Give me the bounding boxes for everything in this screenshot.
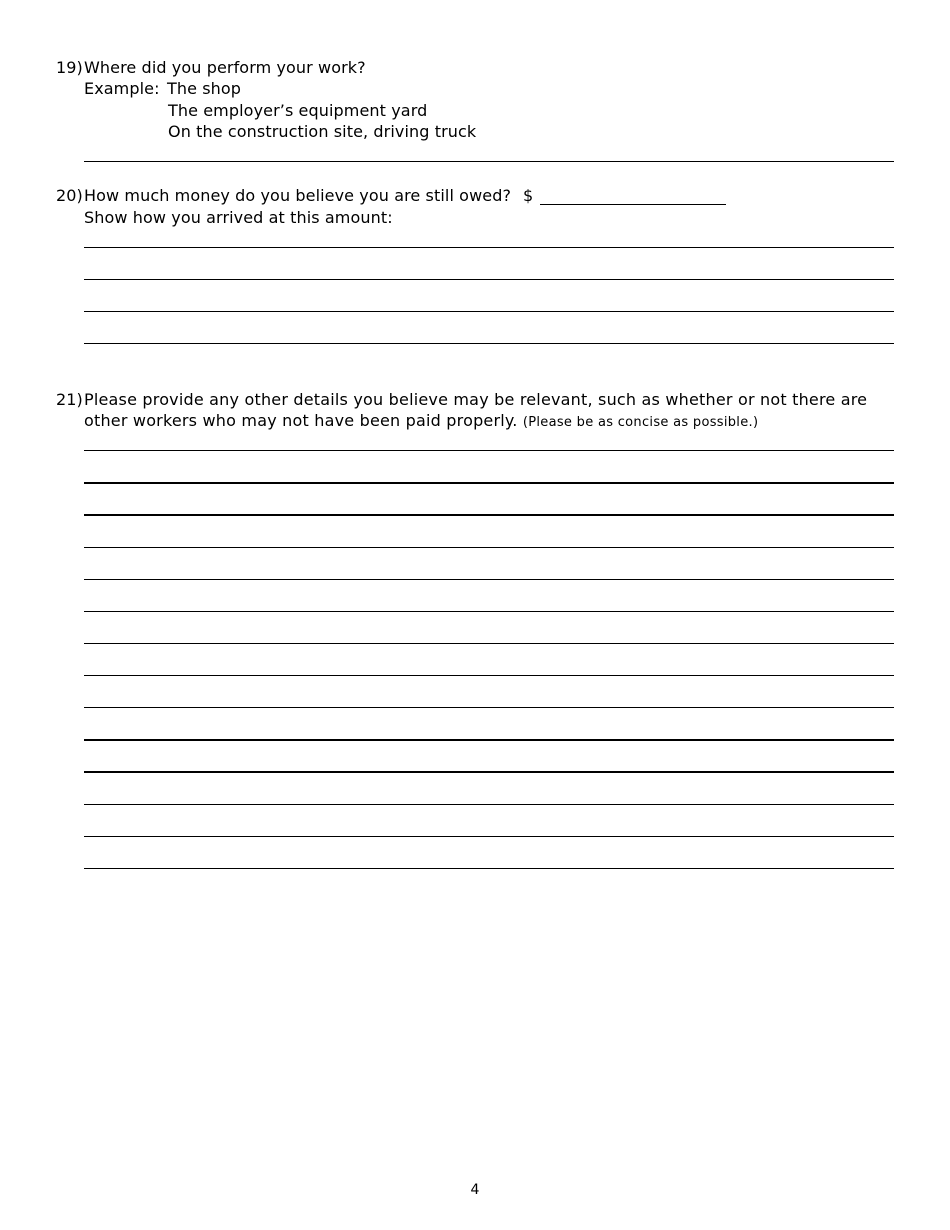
- q19-question: Where did you perform your work?: [84, 58, 366, 77]
- q21-answer-line-8[interactable]: [84, 675, 894, 676]
- q19-example-label: Example:: [84, 79, 160, 98]
- q20-amount-field[interactable]: [540, 204, 726, 205]
- q21-answer-line-2[interactable]: [84, 482, 894, 484]
- q21-answer-line-5[interactable]: [84, 579, 894, 580]
- q21-answer-line-9[interactable]: [84, 707, 894, 708]
- q21-text-line-2: [84, 410, 758, 433]
- q21-answer-line-11[interactable]: [84, 771, 894, 773]
- page-number: 4: [470, 1182, 480, 1198]
- q21-answer-line-3[interactable]: [84, 514, 894, 516]
- q20-answer-line-4[interactable]: [84, 343, 894, 344]
- q21-answer-line-4[interactable]: [84, 547, 894, 548]
- q21-answer-line-6[interactable]: [84, 611, 894, 612]
- q20-number: 20): [56, 186, 83, 205]
- q20-answer-line-1[interactable]: [84, 247, 894, 248]
- q20-answer-line-2[interactable]: [84, 279, 894, 280]
- q20-answer-line-3[interactable]: [84, 311, 894, 312]
- q19-example-2: The employer’s equipment yard: [168, 101, 428, 120]
- q20-followup: Show how you arrived at this amount:: [84, 208, 393, 227]
- q21-answer-line-12[interactable]: [84, 804, 894, 805]
- q21-text-line-1: Please provide any other details you believe may be relevant, such as whether or not there are: [84, 390, 868, 409]
- q19-example-1: The shop: [167, 79, 242, 98]
- q21-number: 21): [56, 390, 83, 409]
- q21-answer-line-10[interactable]: [84, 739, 894, 741]
- q19-number: 19): [56, 58, 83, 77]
- q20-currency-symbol: $: [523, 186, 534, 205]
- q19-example-3: On the construction site, driving truck: [168, 122, 477, 141]
- q21-answer-line-1[interactable]: [84, 450, 894, 451]
- q21-answer-line-14[interactable]: [84, 868, 894, 869]
- q21-concise-note: (Please be as concise as possible.): [522, 415, 759, 430]
- q21-answer-line-13[interactable]: [84, 836, 894, 837]
- q19-answer-line[interactable]: [84, 161, 894, 162]
- q20-question: How much money do you believe you are still owed?: [84, 186, 512, 205]
- q21-answer-line-7[interactable]: [84, 643, 894, 644]
- q21-text-line-2-main: other workers who may not have been paid properly.: [84, 411, 518, 430]
